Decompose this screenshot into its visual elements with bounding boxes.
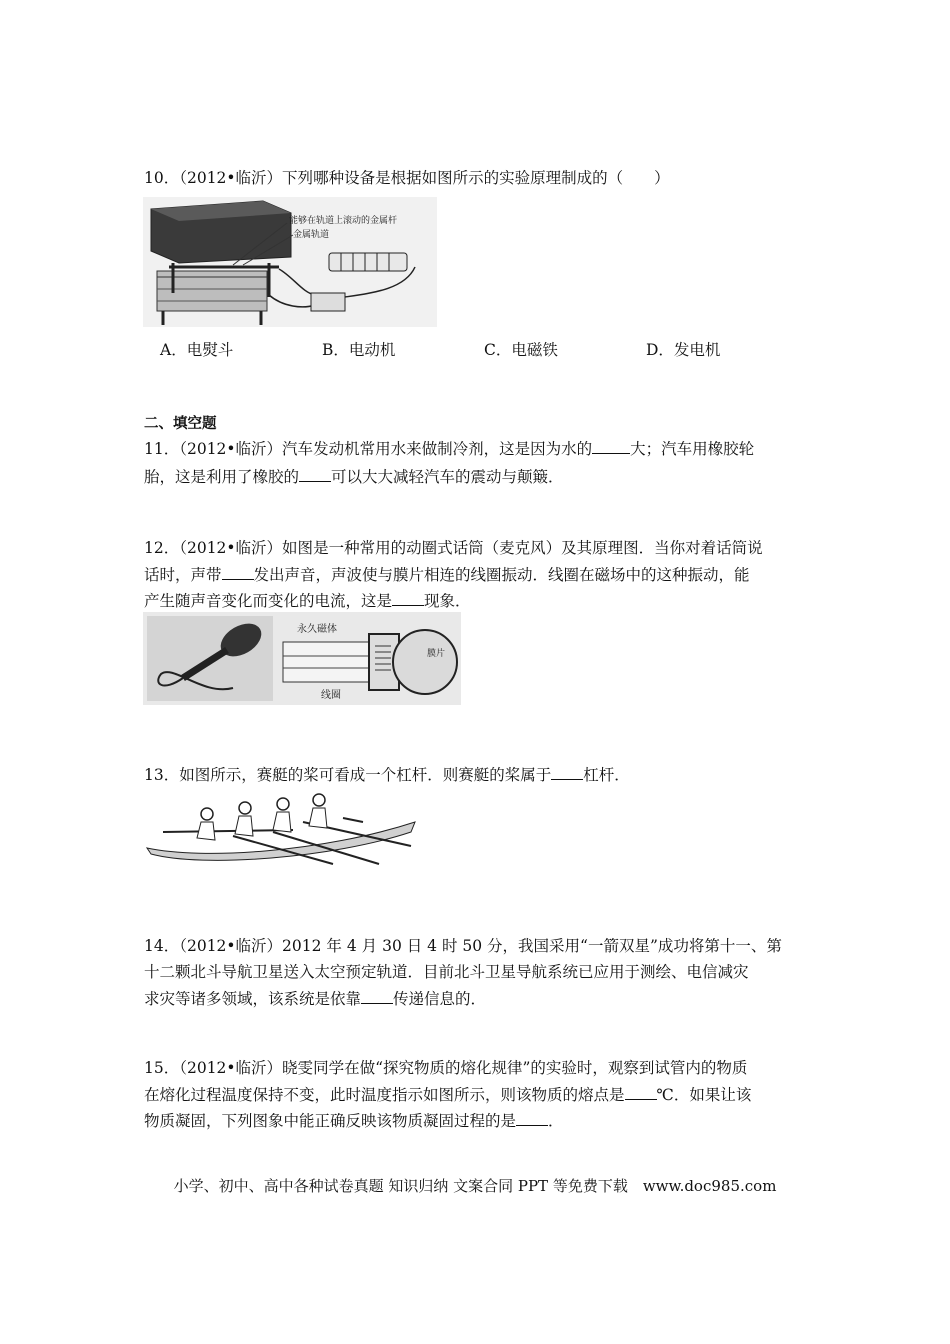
q11-line2 [144, 466, 564, 487]
q15-blank1 [625, 1084, 657, 1100]
q12-line3-b: 现象． [424, 592, 471, 610]
q15-line3-a: 物质凝固，下列图象中能正确反映该物质凝固过程的是 [144, 1112, 517, 1130]
q14-line3 [144, 988, 486, 1009]
q11-line1 [144, 438, 754, 459]
q14-line2: 十二颗北斗导航卫星送入太空预定轨道．目前北斗卫星导航系统已应用于测绘、电信减灾 [144, 963, 749, 981]
q11-blank2 [299, 466, 331, 482]
q14-line1: 14．（2012•临沂）2012 年 4 月 30 日 4 时 50 分，我国采用“一箭双星”成功将第十一、第 [144, 937, 782, 955]
q11-blank1 [592, 438, 630, 454]
q10-option-b: B．电动机 [322, 341, 396, 359]
q13-line-a: 13．如图所示，赛艇的桨可看成一个杠杆．则赛艇的桨属于 [144, 766, 552, 784]
q13-line-b: 杠杆． [583, 766, 630, 784]
q12-line3-a: 产生随声音变化而变化的电流，这是 [144, 592, 393, 610]
q12-fig-label-membrane: 膜片 [427, 649, 446, 659]
q12-line1: 12．（2012•临沂）如图是一种常用的动圈式话筒（麦克风）及其原理图．当你对着话筒说 [144, 539, 763, 557]
q15-line3-b: ． [548, 1112, 564, 1130]
q15-line2-a: 在熔化过程温度保持不变，此时温度指示如图所示，则该物质的熔点是 [144, 1086, 625, 1104]
q10-stem: 10．（2012•临沂）下列哪种设备是根据如图所示的实验原理制成的（ ） [144, 169, 670, 187]
q14-line3-b: 传递信息的． [393, 990, 487, 1008]
q12-line2-a: 话时，声带 [144, 566, 222, 584]
q11-line2-b: 可以大大减轻汽车的震动与颠簸． [331, 468, 564, 486]
q10-option-a: A．电熨斗 [160, 341, 234, 359]
q10-fig-label-rail: 金属轨道 [293, 230, 330, 240]
q10-option-c: C．电磁铁 [484, 341, 558, 359]
q12-fig-label-magnet: 永久磁体 [297, 624, 337, 635]
q15-blank2 [516, 1110, 548, 1126]
q14-blank [361, 988, 393, 1004]
q12-blank1 [222, 564, 254, 580]
q12-fig-label-coil: 线圈 [321, 690, 341, 701]
q11-line1-b: 大；汽车用橡胶轮 [630, 440, 755, 458]
q15-line2-b: ℃．如果让该 [656, 1086, 752, 1104]
q12-figure [143, 612, 461, 705]
q10-fig-label-rod: 能够在轨道上滚动的金属杆 [289, 216, 398, 226]
page-footer: 小学、初中、高中各种试卷真题 知识归纳 文案合同 PPT 等免费下载 www.doc985.com [173, 1177, 777, 1195]
q15-line2 [144, 1084, 751, 1105]
q12-blank2 [392, 590, 424, 606]
q12-line2-b: 发出声音，声波使与膜片相连的线圈振动．线圈在磁场中的这种振动，能 [253, 566, 750, 584]
q14-line3-a: 求灾等诸多领域，该系统是依靠 [144, 990, 362, 1008]
q12-line2 [144, 564, 750, 585]
section-heading: 二、填空题 [144, 416, 217, 432]
q11-line1-a: 11．（2012•临沂）汽车发动机常用水来做制冷剂，这是因为水的 [144, 440, 593, 458]
q10-option-d: D．发电机 [646, 341, 721, 359]
q13-rowing-figure [143, 792, 420, 871]
q15-line3 [144, 1110, 564, 1131]
q15-line1: 15．（2012•临沂）晓雯同学在做“探究物质的熔化规律”的实验时，观察到试管内的物质 [144, 1059, 748, 1077]
q10-figure [143, 197, 437, 327]
q12-line3 [144, 590, 471, 611]
q13-blank [551, 764, 583, 780]
q11-line2-a: 胎，这是利用了橡胶的 [144, 468, 300, 486]
q13-line [144, 764, 630, 785]
